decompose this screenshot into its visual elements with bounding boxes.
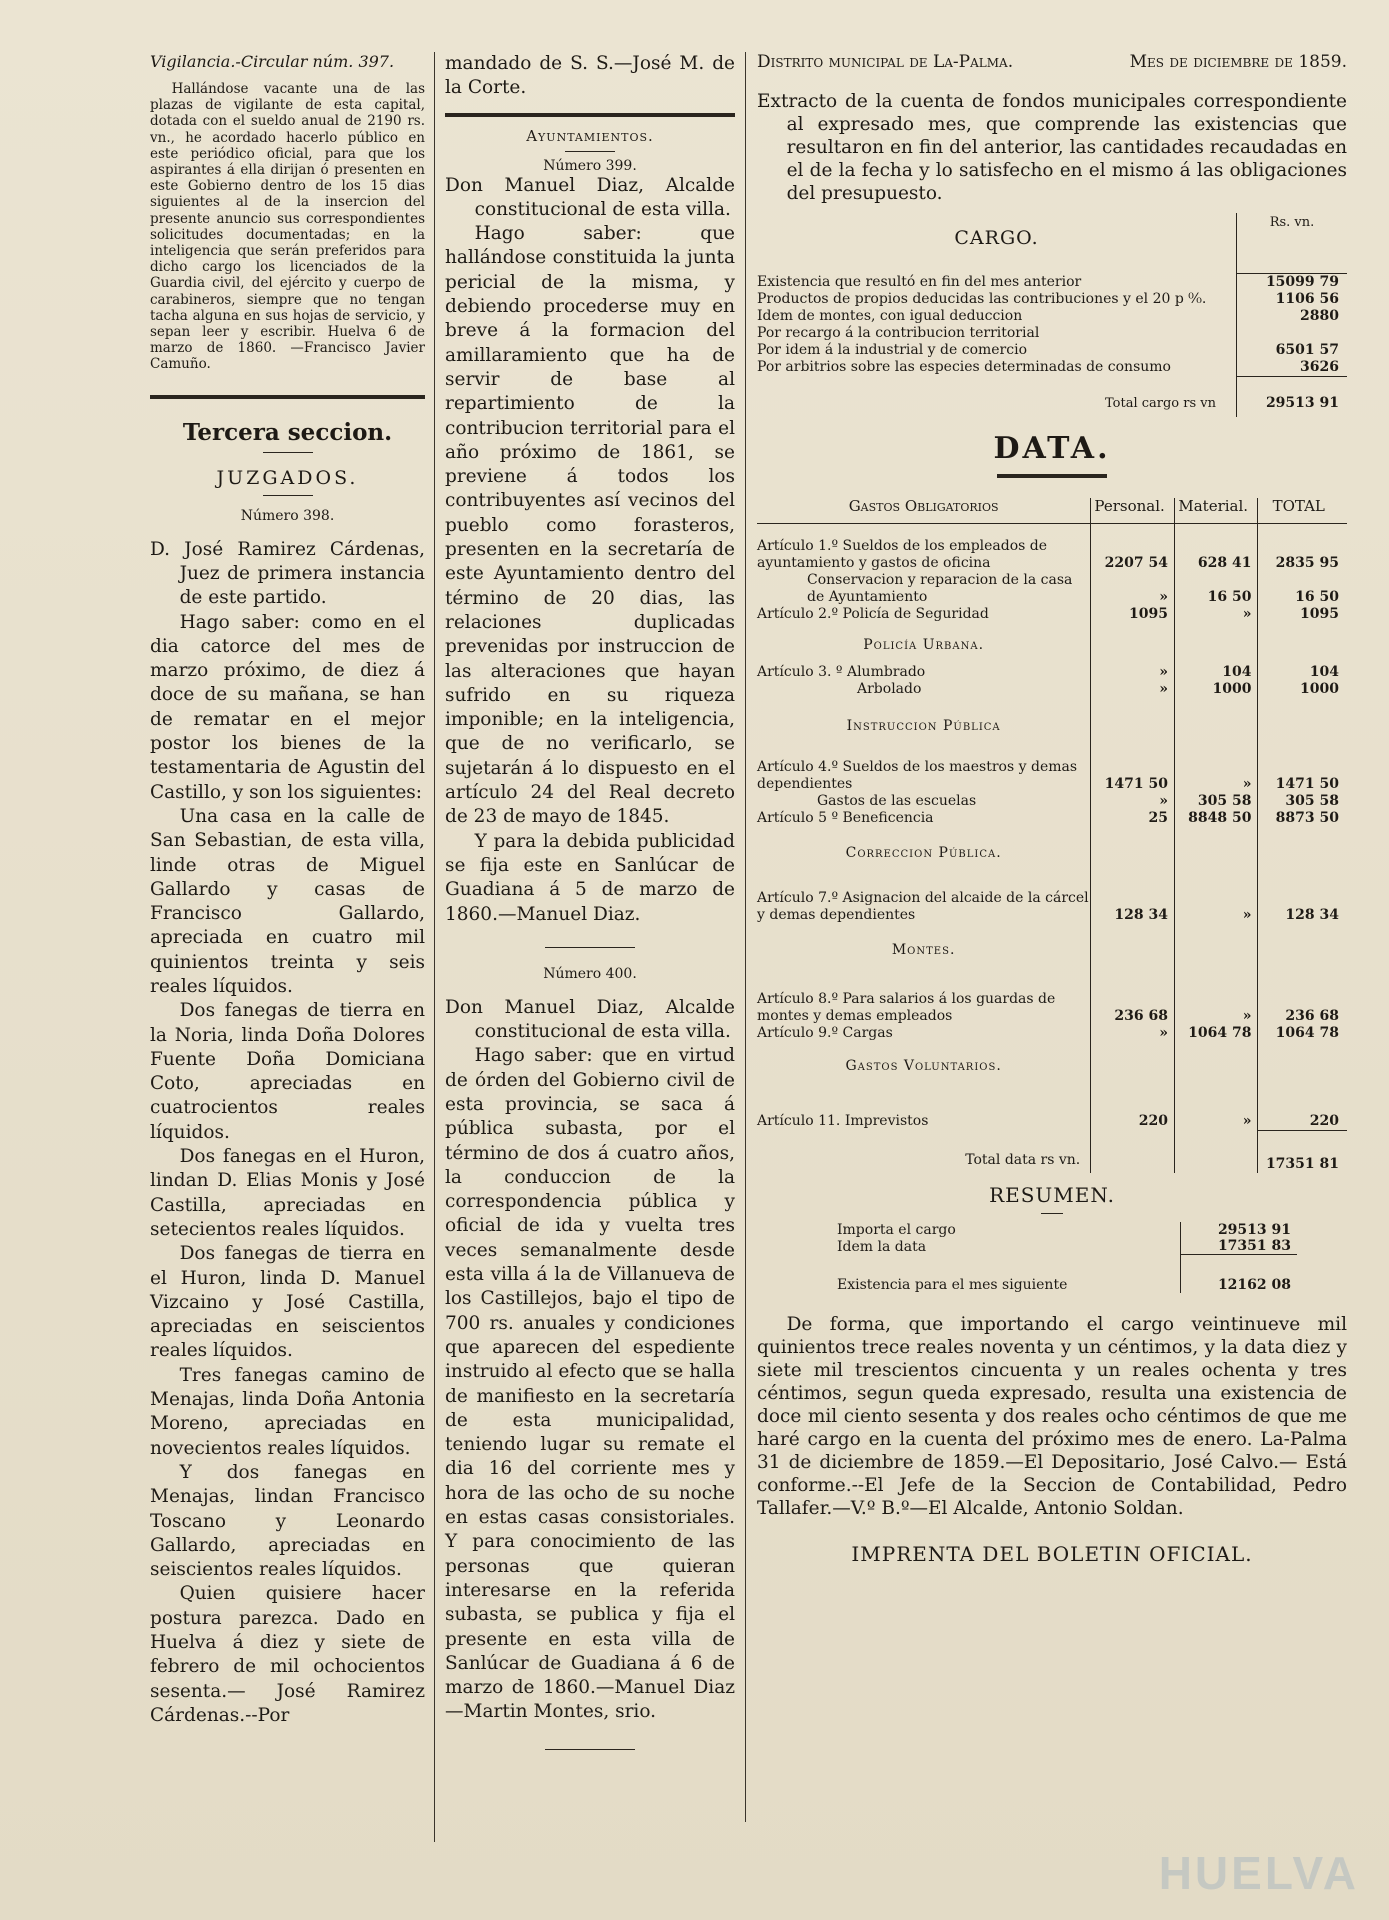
row-total: 128 34 xyxy=(1258,890,1347,924)
row-personal: 128 34 xyxy=(1091,890,1175,924)
column-1 xyxy=(150,0,425,1728)
number-400: Número 400. xyxy=(543,965,637,982)
col-material-header: Material. xyxy=(1174,498,1258,524)
resumen-table xyxy=(837,1222,1297,1293)
closing-paragraph: De forma, que importando el cargo veintinueve mil quinientos trece reales noventa y un céntimos, y la data diez y siete mil trescientos cincuenta y un reales ochenta y tres céntimos, segun queda expresado, resulta una existencia de doce mil ciento sesenta y dos reales ocho céntimos de que me haré cargo en la cuenta del próximo mes de enero. La-Palma 31 de diciembre de 1859.—El Depositario, José Calvo.— Está conforme.--El Jefe de la Seccion de Contabilidad, Pedro Tallafer.—V.º B.º—El Alcalde, Antonio Soldan. xyxy=(757,1314,1347,1519)
row-personal: » xyxy=(1091,664,1175,681)
row-total: 236 68 xyxy=(1258,991,1347,1025)
row-personal: 1095 xyxy=(1091,606,1175,623)
alcalde-intro-399: Don Manuel Diaz, Alcalde constitucional de esta villa. xyxy=(445,174,735,220)
row-label: Artículo 9.º Cargas xyxy=(757,1024,893,1041)
row-personal: » xyxy=(1091,1025,1175,1042)
imprenta-line: IMPRENTA DEL BOLETIN OFICIAL. xyxy=(851,1542,1253,1566)
auction-closing: Quien quisiere hacer postura parezca. Dado en Huelva á diez y siete de febrero de mil ochocientos sesenta.— José Ramirez Cárdenas.--Por xyxy=(150,1583,425,1726)
row-material: 16 50 xyxy=(1174,572,1258,606)
cargo-row xyxy=(757,325,1347,342)
row-total: 1095 xyxy=(1258,606,1347,623)
row-label: Artículo 3. º Alumbrado xyxy=(757,663,926,680)
col-gastos-header: Gastos Obligatorios xyxy=(757,498,1091,524)
row-total: 2835 95 xyxy=(1258,523,1347,572)
importa-cargo-label: Importa el cargo xyxy=(837,1222,956,1238)
ayuntamientos-rule xyxy=(565,151,615,152)
existencia-label: Existencia para el mes siguiente xyxy=(837,1277,1068,1293)
col-total-header: TOTAL xyxy=(1258,498,1347,524)
section-instruccion: Instruccion Pública xyxy=(846,717,1001,734)
row-total: 104 xyxy=(1258,664,1347,681)
row-personal: 2207 54 xyxy=(1091,523,1175,572)
row-label: Conservacion y reparacion de la casa de Ayuntamiento xyxy=(807,571,1073,605)
row-label: Artículo 8.º Para salarios á los guardas de montes y demas empleados xyxy=(757,990,1056,1024)
data-table xyxy=(757,498,1347,1174)
row-material: » xyxy=(1174,991,1258,1025)
row-total: 16 50 xyxy=(1258,572,1347,606)
data-title: DATA. xyxy=(993,430,1111,466)
number-398: Número 398. xyxy=(240,507,335,524)
cargo-row-value: 2880 xyxy=(1237,308,1348,325)
idem-data-label: Idem la data xyxy=(837,1238,927,1255)
column-rule-2 xyxy=(745,52,746,1822)
row-label: Arbolado xyxy=(857,680,922,697)
auction-notice: Hago saber: como en el dia catorce del mes de marzo próximo, de diez á doce de su mañana, se han de rematar en el mejor postor los bienes de la testamentaria de Agustin del Castillo, y son los siguientes: xyxy=(150,611,425,803)
cargo-row-value: 15099 79 xyxy=(1237,273,1348,291)
section-montes: Montes. xyxy=(891,941,956,958)
number-399: Número 399. xyxy=(543,157,637,174)
cargo-row-value xyxy=(1237,325,1348,342)
cargo-row-value: 1106 56 xyxy=(1237,291,1348,308)
cargo-row-label: Por recargo á la contribucion territorial xyxy=(757,324,1040,341)
judge-intro: D. José Ramirez Cárdenas, Juez de primera instancia de este partido. xyxy=(150,538,425,609)
row-personal: 1471 50 xyxy=(1091,759,1175,793)
property-huron-1: Dos fanegas en el Huron, lindan D. Elias Monis y José Castilla, apreciadas en setecientos reales líquidos. xyxy=(150,1146,425,1240)
section-divider xyxy=(150,395,425,399)
row-total: 1000 xyxy=(1258,681,1347,698)
row-label: Artículo 2.º Policía de Seguridad xyxy=(757,605,989,622)
row-personal: 25 xyxy=(1091,810,1175,827)
divider-400 xyxy=(545,1749,635,1750)
row-personal: » xyxy=(1091,793,1175,810)
data-ornament xyxy=(997,474,1107,478)
cargo-title: CARGO. xyxy=(954,227,1039,249)
section-correccion: Correccion Pública. xyxy=(845,844,1002,861)
continuation-text: mandado de S. S.—José M. de la Corte. xyxy=(445,53,735,99)
row-material: 8848 50 xyxy=(1174,810,1258,827)
row-material: » xyxy=(1174,1113,1258,1131)
property-huron-2: Dos fanegas de tierra en el Huron, linda D. Manuel Vizcaino y José Castilla, apreciadas en seiscientos reales líquidos. xyxy=(150,1243,425,1362)
cargo-row-label: Por arbitrios sobre las especies determinadas de consumo xyxy=(757,359,1171,375)
district-header xyxy=(757,52,1347,72)
row-label: Artículo 7.º Asignacion del alcaide de la cárcel y demas dependientes xyxy=(757,889,1089,923)
existencia-value: 12162 08 xyxy=(1181,1255,1298,1294)
cargo-row xyxy=(757,308,1347,325)
cargo-row xyxy=(757,291,1347,308)
amillaramiento-notice: Hago saber: que hallándose constituida la junta pericial de la misma, y debiendo procederse muy en breve á la formacion del amillaramiento que ha de servir de base al repartimiento de la contribucion territorial para el año próximo de 1861, se previene á todos los contribuyentes así vecinos del pueblo como forasteros, presenten en la secretaría de este Ayuntamiento dentro del término de 20 dias, las relaciones duplicadas prevenidas por instruccion de las alteraciones que hayan sufrido en su riqueza imponible; en la inteligencia, que de no verificarlo, se sujetarán á lo dispuesto en el artículo 24 del Real decreto de 23 de mayo de 1845. xyxy=(445,223,735,828)
subasta-notice: Hago saber: que en virtud de órden del Gobierno civil de esta provincia, se saca á pública subasta, por el término de dos á cuatro años, la conduccion de la correspondencia pública y oficial de ida y vuelta tres veces semanalmente desde esta villa á la de Villanueva de los Castillejos, bajo el tipo de 700 rs. anuales y condiciones que aparecen del espediente instruido al efecto que se halla de manifiesto en la secretaría de esta municipalidad, teniendo lugar su remate el dia 16 del corriente mes y hora de las ocho de su noche en estas casas consistoriales. Y para conocimiento de las personas que quieran interesarse en la referida subasta, se publica y fija el presente en esta villa de Sanlúcar de Guadiana á 6 de marzo de 1860.—Manuel Diaz —Martin Montes, srio. xyxy=(445,1045,735,1723)
row-material: 305 58 xyxy=(1174,793,1258,810)
section-policia: Policía Urbana. xyxy=(863,636,985,653)
huelva-watermark: HUELVA xyxy=(1158,1847,1359,1899)
property-noria: Dos fanegas de tierra en la Noria, linda Doña Dolores Fuente Doña Domiciana Coto, apreciadas en cuatrocientos reales líquidos. xyxy=(150,1000,425,1143)
column-3 xyxy=(757,0,1347,1566)
column-2 xyxy=(445,0,735,1758)
extracto-paragraph: Extracto de la cuenta de fondos municipales correspondiente al expresado mes, que comprende las existencias que resultaron en fin del anterior, las cantidades recaudadas en el de la fecha y lo satisfecho en el mismo á las obligaciones del presupuesto. xyxy=(757,91,1347,204)
ayuntamientos-heading: Ayuntamientos. xyxy=(526,126,654,145)
total-data-value: 17351 81 xyxy=(1258,1130,1347,1173)
row-label: Artículo 1.º Sueldos de los empleados de ayuntamiento y gastos de oficina xyxy=(757,537,1048,571)
row-total: 1471 50 xyxy=(1258,759,1347,793)
row-label: Gastos de las escuelas xyxy=(817,792,977,809)
row-material: 104 xyxy=(1174,664,1258,681)
ayuntamientos-divider xyxy=(445,113,735,117)
row-personal: 220 xyxy=(1091,1113,1175,1131)
section-title: Tercera seccion. xyxy=(182,418,393,446)
resumen-rule xyxy=(1041,1213,1063,1214)
cargo-row xyxy=(757,273,1347,291)
idem-data-value: 17351 83 xyxy=(1181,1238,1298,1255)
resumen-title: RESUMEN. xyxy=(989,1183,1115,1207)
cargo-row-label: Por idem á la industrial y de comercio xyxy=(757,341,1027,358)
cargo-row-value: 6501 57 xyxy=(1237,342,1348,359)
row-material: » xyxy=(1174,606,1258,623)
row-total: 8873 50 xyxy=(1258,810,1347,827)
circular-heading: Vigilancia.-Circular núm. 397. xyxy=(150,52,395,71)
notice-399-closing: Y para la debida publicidad se fija este en Sanlúcar de Guadiana á 5 de marzo de 1860.—Manuel Diaz. xyxy=(445,830,735,925)
juzgados-rule xyxy=(263,495,313,496)
row-material: 628 41 xyxy=(1174,523,1258,572)
cargo-row xyxy=(757,342,1347,359)
cargo-row-label: Existencia que resultó en fin del mes anterior xyxy=(757,273,1082,290)
cargo-row-label: Idem de montes, con igual deduccion xyxy=(757,307,1023,324)
row-label: Artículo 4.º Sueldos de los maestros y demas dependientes xyxy=(757,758,1078,792)
row-label: Artículo 11. Imprevistos xyxy=(757,1113,929,1129)
row-label: Artículo 5 º Beneficencia xyxy=(757,809,934,826)
section-title-rule xyxy=(263,452,313,453)
row-total: 305 58 xyxy=(1258,793,1347,810)
month-label: Mes de diciembre de 1859. xyxy=(1129,52,1347,72)
row-material: » xyxy=(1174,759,1258,793)
cargo-row-label: Productos de propios deducidas las contribuciones y el 20 p ⁰⁄₀. xyxy=(757,290,1207,307)
section-voluntarios: Gastos Voluntarios. xyxy=(845,1057,1002,1074)
property-menajas-1: Tres fanegas camino de Menajas, linda Doña Antonia Moreno, apreciadas en novecientos reales líquidos. xyxy=(150,1364,425,1459)
total-cargo-value: 29513 91 xyxy=(1237,376,1348,417)
cargo-row-value: 3626 xyxy=(1237,359,1348,377)
juzgados-heading: JUZGADOS. xyxy=(216,466,359,489)
cargo-table xyxy=(757,213,1347,417)
col-personal-header: Personal. xyxy=(1091,498,1175,524)
vigilante-notice: Hallándose vacante una de las plazas de vigilante de esta capital, dotada con el sueldo anual de 2190 rs. vn., he acordado hacerlo público en este periódico oficial, para que los aspirantes á ella dirijan ó presenten en este Gobierno dentro de los 15 dias siguientes al de la insercion del presente anuncio sus correspondientes solicitudes documentadas; en la inteligencia que serán preferidos para dicho cargo los licenciados de la Guardia civil, del ejército y cuerpo de carabineros, siempre que no tengan tacha alguna en sus hojas de servicio, y sepan leer y escribir. Huelva 6 de marzo de 1860. —Francisco Javier Camuño. xyxy=(150,81,425,373)
property-menajas-2: Y dos fanegas en Menajas, lindan Francisco Toscano y Leonardo Gallardo, apreciadas en seiscientos reales líquidos. xyxy=(150,1461,425,1581)
divider-399 xyxy=(545,947,635,948)
row-material: » xyxy=(1174,890,1258,924)
row-personal: 236 68 xyxy=(1091,991,1175,1025)
row-total: 1064 78 xyxy=(1258,1025,1347,1042)
importa-cargo-value: 29513 91 xyxy=(1181,1222,1298,1238)
row-material: 1000 xyxy=(1174,681,1258,698)
total-data-label: Total data rs vn. xyxy=(965,1152,1081,1168)
total-cargo-label: Total cargo rs vn xyxy=(1104,395,1216,411)
row-personal: » xyxy=(1091,572,1175,606)
row-personal: » xyxy=(1091,681,1175,698)
cargo-row xyxy=(757,359,1347,377)
row-total: 220 xyxy=(1258,1113,1347,1131)
rs-vn-header: Rs. vn. xyxy=(1237,213,1348,273)
alcalde-intro-400: Don Manuel Diaz, Alcalde constitucional de esta villa. xyxy=(445,996,735,1043)
row-material: 1064 78 xyxy=(1174,1025,1258,1042)
property-house: Una casa en la calle de San Sebastian, de esta villa, linde otras de Miguel Gallardo y casas de Francisco Gallardo, apreciada en cuatro mil quinientos treinta y seis reales líquidos. xyxy=(150,805,425,997)
district-name: Distrito municipal de La-Palma. xyxy=(757,52,1014,72)
column-rule-1 xyxy=(434,52,435,1842)
